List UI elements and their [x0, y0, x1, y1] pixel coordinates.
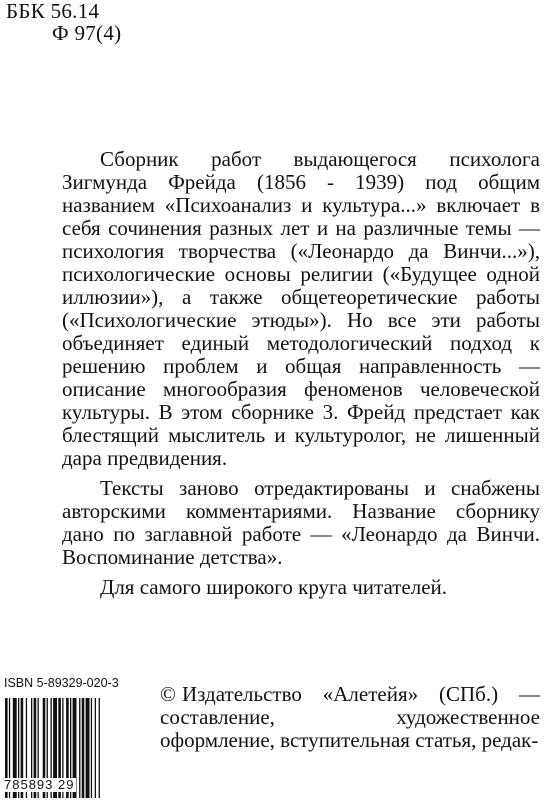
isbn-number: ISBN 5-89329-020-3 [4, 676, 119, 690]
barcode-bar [91, 698, 92, 798]
barcode-bar [86, 698, 90, 798]
author-mark: Ф 97(4) [52, 21, 122, 45]
barcode-digits: 785893 29 [4, 777, 75, 792]
isbn-block [4, 676, 144, 798]
bbk-code: ББК 56.14 [6, 0, 100, 23]
barcode-bar [82, 698, 85, 798]
copyright-notice [160, 683, 540, 752]
book-abstract [62, 148, 540, 606]
classification-block [6, 0, 121, 44]
barcode-bar [99, 698, 100, 798]
audience-note: Для самого широкого круга читателей. [100, 575, 448, 599]
abstract-paragraph-2: Тексты заново отредактированы и снабжены авторскими комментариями. Название сборнику дано по заглавной работе — «Леонардо да Винчи. Воспоминание детства». [62, 476, 540, 569]
barcode-bar [79, 698, 80, 798]
abstract-paragraph-1: Сборник работ выдающегося психолога Зигмунда Фрейда (1856 - 1939) под общим названием «Психоанализ и культура...» включает в себя сочинения разных лет и на различные темы — психология творчества («Леонардо да Винчи...»), психологические основы религии («Будущее одной иллюзии»), а также общетеоретические работы («Психологические этюды»). Но все эти работы объединяет единый методологический подход к решению проблем и общая направленность — описание многообразия феноменов человеческой культуры. В этом сборнике 3. Фрейд предстает как блестящий мыслитель и культуролог, не лишенный дара предвидения. [62, 147, 540, 470]
copyright-symbol: © [160, 682, 176, 706]
copyright-text: Издательство «Алетейя» (СПб.) — составление, художественное оформление, вступительная статья, редак- [160, 682, 540, 752]
barcode-bar [95, 698, 96, 798]
